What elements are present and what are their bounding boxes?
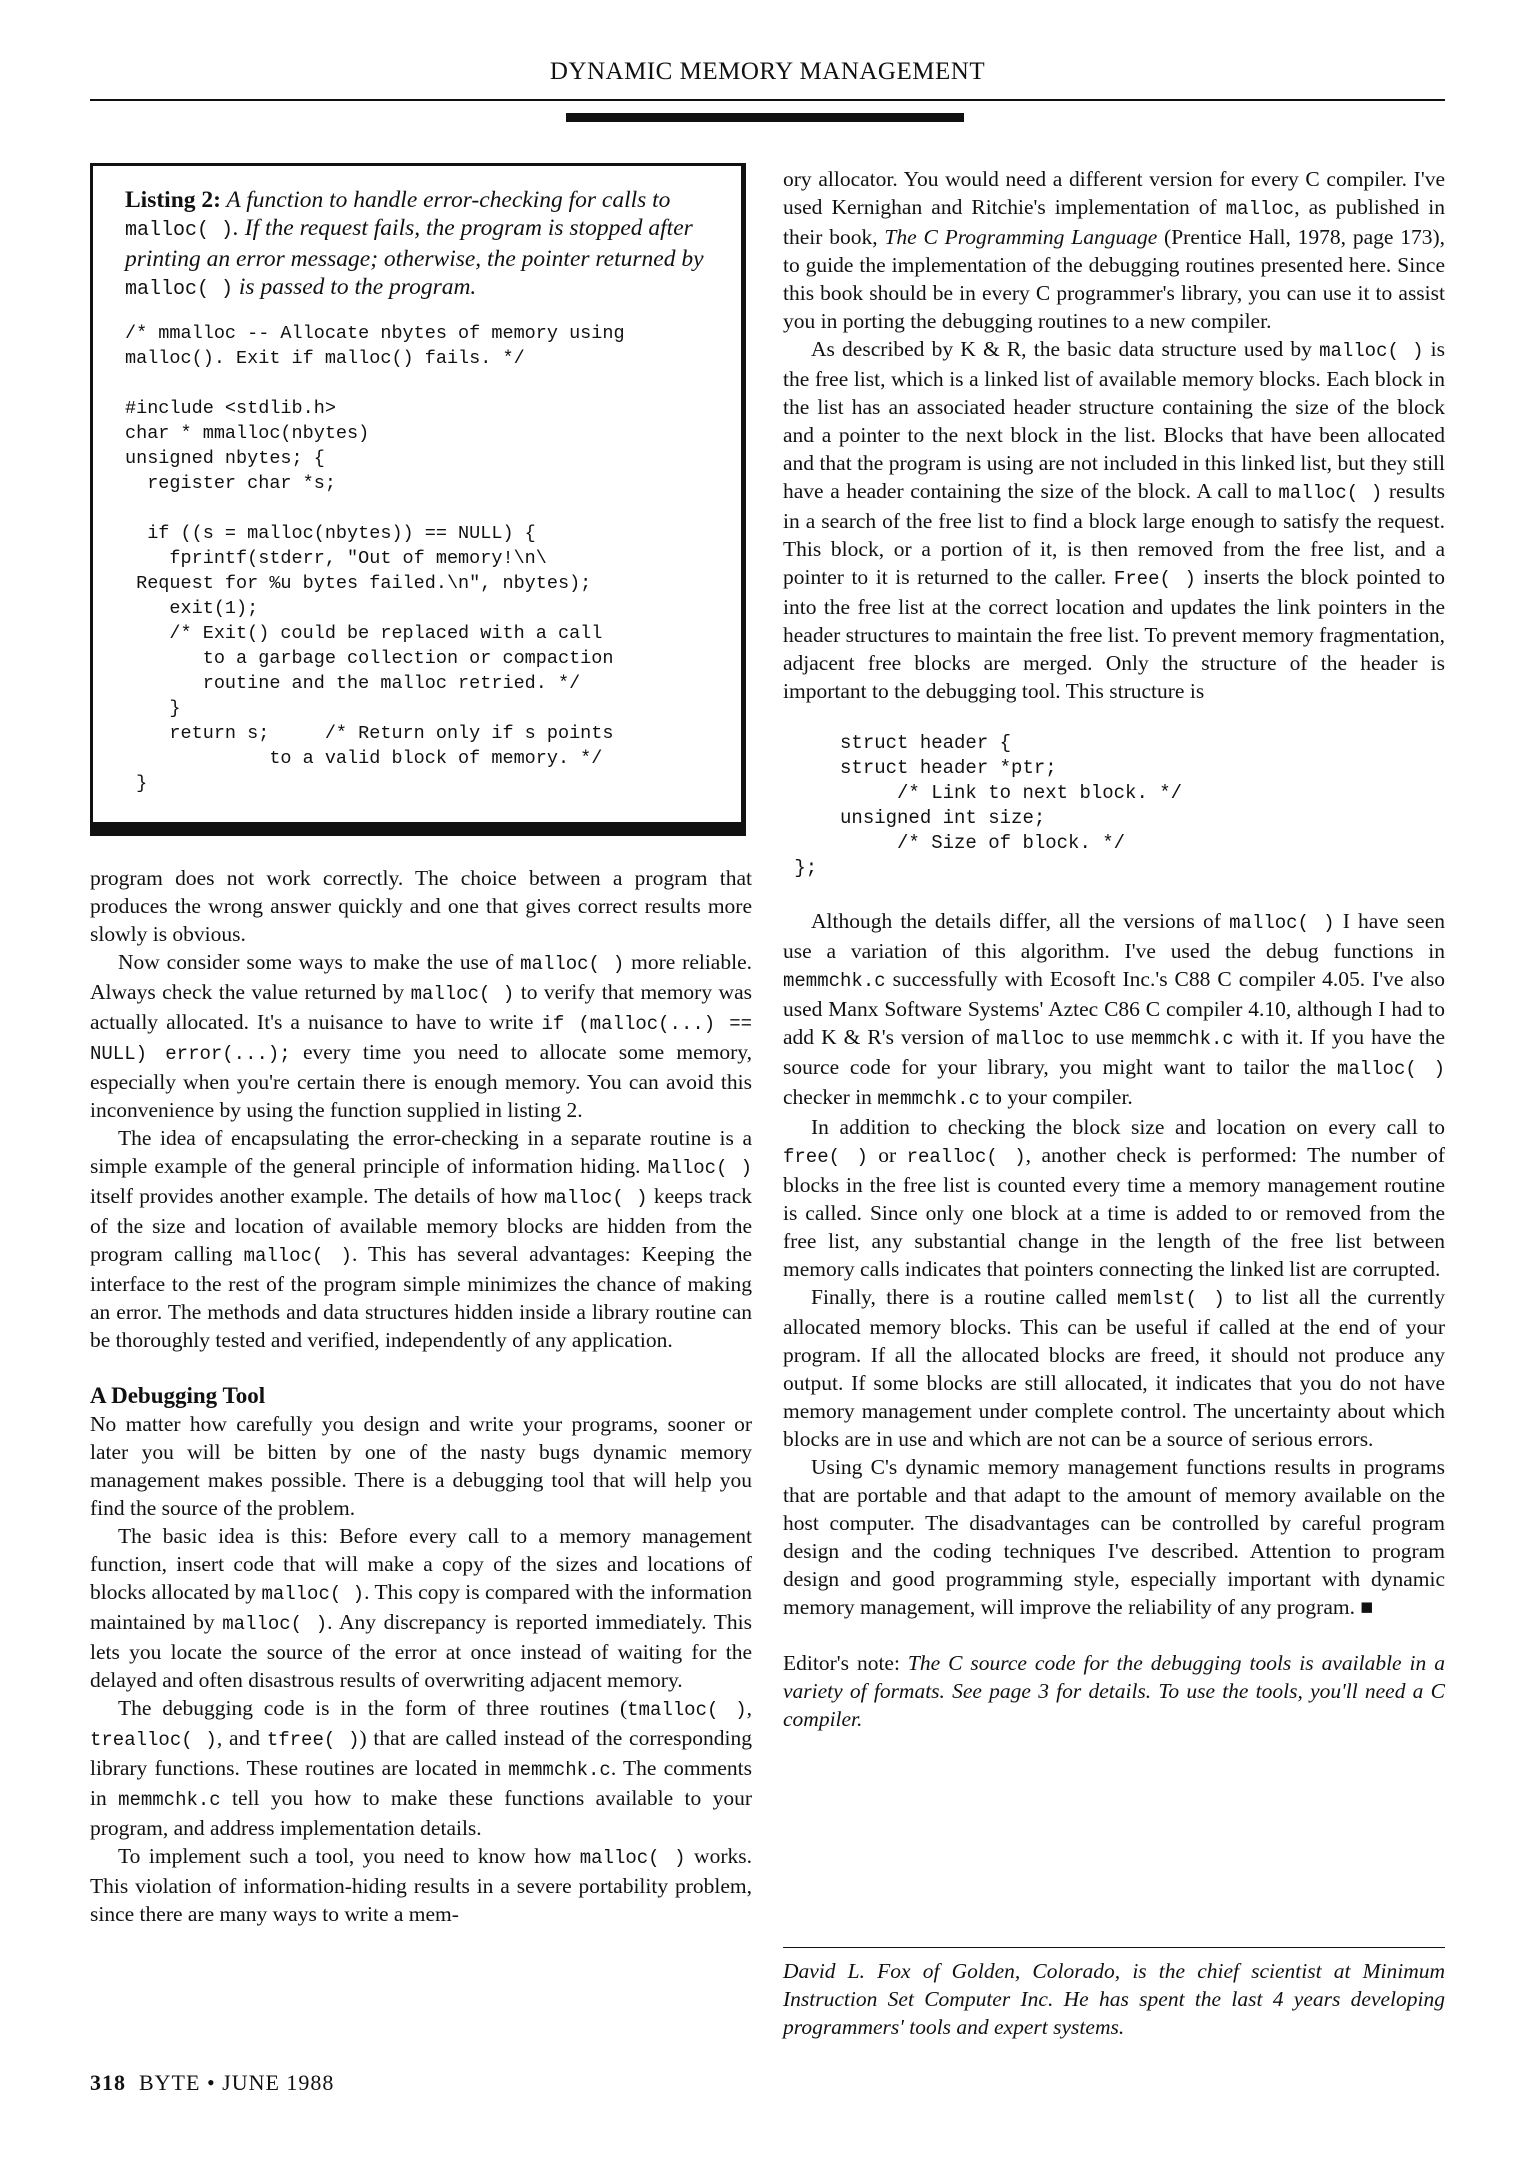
inline-code: malloc( ) [579,1847,686,1869]
bio-separator [783,1947,1445,1948]
inline-code: Free( ) [1113,568,1196,590]
text-run: itself provides another example. The details of how [90,1184,545,1208]
right-column [783,165,1445,1733]
text-run: is the free list, which is a linked list of available memory blocks. Each block in the list has an associated header structure containing the size of the block and a pointer to the next block in the list. Blocks that have been allocated and that the program is using are not included in this linked list, but they still have a header containing the size of the block. A call to [783,337,1445,503]
paragraph [783,1649,1445,1733]
text-run: Although the details differ, all the versions of [811,909,1230,933]
inline-code: malloc( ) [243,1245,352,1267]
text-run: As described by K & R, the basic data structure used by [811,337,1320,361]
inline-code: malloc [1225,198,1295,220]
text-run: to your compiler. [979,1085,1133,1109]
listing-box [90,163,746,836]
text-run: ) that are called instead of the corresponding library functions. These routines are located in [90,1726,753,1780]
struct-code: struct header { struct header *ptr; /* Link to next block. */ unsigned int size; /* Size of block. */ }; [794,732,1183,879]
page-footer [90,2070,334,2096]
inline-code: memlst( ) [1117,1288,1225,1310]
inline-code: free( ) [783,1146,868,1168]
text-run: . This copy is compared with the information maintained by [90,1580,752,1634]
text-run: program does not work correctly. The choice between a program that produces the wrong answer quickly and one that gives correct results more slowly is obvious. [90,866,752,946]
text-run: more reliable. Always check the value returned by [90,950,752,1004]
inline-code: memmchk.c [508,1759,611,1781]
inline-code: tfree( ) [266,1729,360,1751]
text-run: to list all the currently allocated memory blocks. This can be useful if called at the end of your program. If all the allocated blocks are freed, it should not produce any output. If some blocks are still allocated, it indicates that you do not have memory management under complete control. The uncertainty about which blocks are in use and which are not can be a source of serious errors. [783,1285,1445,1451]
paragraph [783,165,1445,335]
text-run: results in a search of the free list to find a block large enough to satisfy the request. This block, or a portion of it, is then removed from the free list, and a pointer to it is returned to the caller. [783,479,1445,589]
text-run: checker in [783,1085,878,1109]
paragraph [783,1453,1445,1621]
text-run: , [746,1696,752,1720]
text-run: with it. If you have the source code for your library, you might want to tailor the [783,1025,1446,1079]
text-run: keeps track of the size and location of available memory blocks are hidden from the program calling [90,1184,753,1266]
inline-code: if (malloc(...) == NULL) error(...); [90,1013,753,1065]
text-run: The basic idea is this: Before every call to a memory management function, insert code that will make a copy of the sizes and locations of blocks allocated by [90,1524,752,1604]
paragraph [90,1410,752,1522]
text-run: . Any discrepancy is reported immediately. This lets you locate the source of the error at once instead of waiting for the delayed and often disastrous results of overwriting adjacent memory. [90,1610,752,1692]
text-run: to use [1064,1025,1132,1049]
paragraph [783,335,1445,705]
inline-code: malloc( ) [410,983,515,1005]
paragraph [90,948,752,1124]
inline-code: malloc( ) [125,219,234,242]
text-run: every time you need to allocate some memory, especially when you're certain there is enough memory. You can avoid this inconvenience by using the function supplied in listing 2. [90,1040,752,1122]
text-run: , and [216,1726,267,1750]
italic-text: The C Programming Language [884,225,1158,249]
inline-code: memmchk.c [877,1088,980,1110]
text-run: is passed to the program. [233,274,477,300]
listing-label: Listing 2: [125,187,221,213]
text-run: works. This violation of information-hiding results in a severe portability problem, since there are many ways to write a mem- [90,1844,752,1926]
text-run: Using C's dynamic memory management functions results in programs that are portable and that adapt to the amount of memory available on the host computer. The disadvantages can be controlled by careful program design and the coding techniques I've described. Attention to program design and good programming style, especially important with dynamic memory management, will improve the reliability of any program. ■ [783,1455,1445,1619]
paragraph [90,864,752,948]
paragraph [783,1957,1445,2041]
inline-code: realloc( ) [906,1146,1026,1168]
text-run: . The comments in [90,1756,752,1810]
italic-text: The C source code for the debugging tools is available in a variety of formats. See page 3 for details. To use the tools, you'll need a C compiler. [783,1651,1445,1731]
text-run: . This has several advantages: Keeping the interface to the rest of the program simple minimizes the chance of making an error. The methods and data structures hidden inside a library routine can be thoroughly tested and verified, independently of any application. [90,1242,752,1352]
text-run: The debugging code is in the form of three routines ( [118,1696,628,1720]
text-run: In addition to checking the block size and location on every call to [811,1115,1445,1139]
inline-code: tmalloc( ) [627,1699,747,1721]
text-run: I have seen use a variation of this algorithm. I've used the debug functions in [783,909,1446,963]
listing-caption [125,186,711,304]
paragraph [783,1113,1445,1283]
text-run: Editor's note: [783,1651,908,1675]
author-bio [783,1957,1445,2041]
listing-code: /* mmalloc -- Allocate nbytes of memory using malloc(). Exit if malloc() fails. */ #include <stdlib.h> char * mmalloc(nbytes) unsigned nbytes; { register char *s; if ((s = malloc(nbytes)) == NULL) { fprintf(stderr, "Out of memory!\n\ Request for %u bytes failed.\n", nbytes); exit(1); /* Exit() could be replaced with a call to a garbage collection or compaction routine and the malloc retried. */ } return s; /* Return only if s points to a valid block of memory. */ } [125,323,625,794]
text-run: successfully with Ecosoft Inc.'s C88 C compiler 4.05. I've also used Manx Software Systems' Aztec C86 C compiler 4.10, although I had to add K & R's version of [783,967,1445,1049]
paragraph [783,1283,1445,1453]
inline-code: malloc( ) [1336,1058,1445,1080]
text-run: , as published in their book, [783,195,1445,249]
inline-code: memmchk.c [783,970,886,992]
text-run: to verify that memory was actually allocated. It's a nuisance to have to write [90,980,752,1034]
text-run: ory allocator. You would need a different version for every C compiler. I've used Kernighan and Ritchie's implementation of [783,167,1445,219]
inline-code: Malloc( ) [647,1157,752,1179]
text-run: Finally, there is a routine called [811,1285,1118,1309]
inline-code: trealloc( ) [90,1729,217,1751]
italic-text: David L. Fox of Golden, Colorado, is the chief scientist at Minimum Instruction Set Computer Inc. He has spent the last 4 years developing programmers' tools and expert systems. [783,1959,1445,2039]
running-header: DYNAMIC MEMORY MANAGEMENT [549,58,986,85]
inline-code: malloc [996,1028,1065,1050]
text-run: or [867,1143,907,1167]
paragraph [783,907,1445,1113]
inline-code: memmchk.c [118,1789,221,1811]
text-run: The idea of encapsulating the error-checking in a separate routine is a simple example of the general principle of information hiding. [90,1126,752,1178]
inline-code: malloc( ) [125,278,234,301]
page-number: 318 [90,2070,126,2095]
inline-code: malloc( ) [1319,340,1424,362]
text-run: tell you how to make these functions available to your program, and address implementation details. [90,1786,752,1840]
subhead: A Debugging Tool [90,1383,266,1408]
inline-code: malloc( ) [520,953,625,975]
paragraph [90,1124,752,1354]
text-run: A function to handle error-checking for calls to [220,187,671,213]
inline-code: malloc( ) [222,1613,328,1635]
text-run: Now consider some ways to make the use of [118,950,521,974]
text-run: (Prentice Hall, 1978, page 173), to guide the implementation of the debugging routines presented here. Since this book should be in every C programmer's library, you can use it to assist you in porting the debugging routines to a new compiler. [783,225,1446,333]
inline-code: malloc( ) [261,1583,365,1605]
header-rule [90,99,1445,101]
paragraph [90,1842,752,1928]
text-run: No matter how carefully you design and write your programs, sooner or later you will be bitten by one of the nasty bugs dynamic memory management makes possible. There is a debugging tool that will help you find the source of the problem. [90,1412,752,1520]
inline-code: malloc( ) [1229,912,1335,934]
paragraph [90,1694,752,1842]
paragraph [90,1522,752,1694]
text-run: To implement such a tool, you need to know how [118,1844,580,1868]
text-run: inserts the block pointed to into the free list at the correct location and updates the link pointers in the header structures to maintain the free list. To prevent memory fragmentation, adjacent free blocks are merged. Only the structure of the header is important to the debugging tool. This structure is [783,565,1445,703]
header-bar [566,113,964,122]
text-run: . If the request fails, the program is stopped after printing an error message; otherwise, the pointer returned by [125,215,704,272]
left-column [90,864,752,1928]
inline-code: memmchk.c [1131,1028,1234,1050]
text-run: , another check is performed: The number of blocks in the free list is counted every time a memory management routine is called. Since only one block at a time is added to or removed from the free list, any substantial change in the length of the free list between memory calls indicates that pointers connecting the linked list are corrupted. [783,1143,1445,1281]
inline-code: malloc( ) [1278,482,1383,504]
magazine-issue: BYTE • JUNE 1988 [139,2070,335,2095]
inline-code: malloc( ) [544,1187,648,1209]
